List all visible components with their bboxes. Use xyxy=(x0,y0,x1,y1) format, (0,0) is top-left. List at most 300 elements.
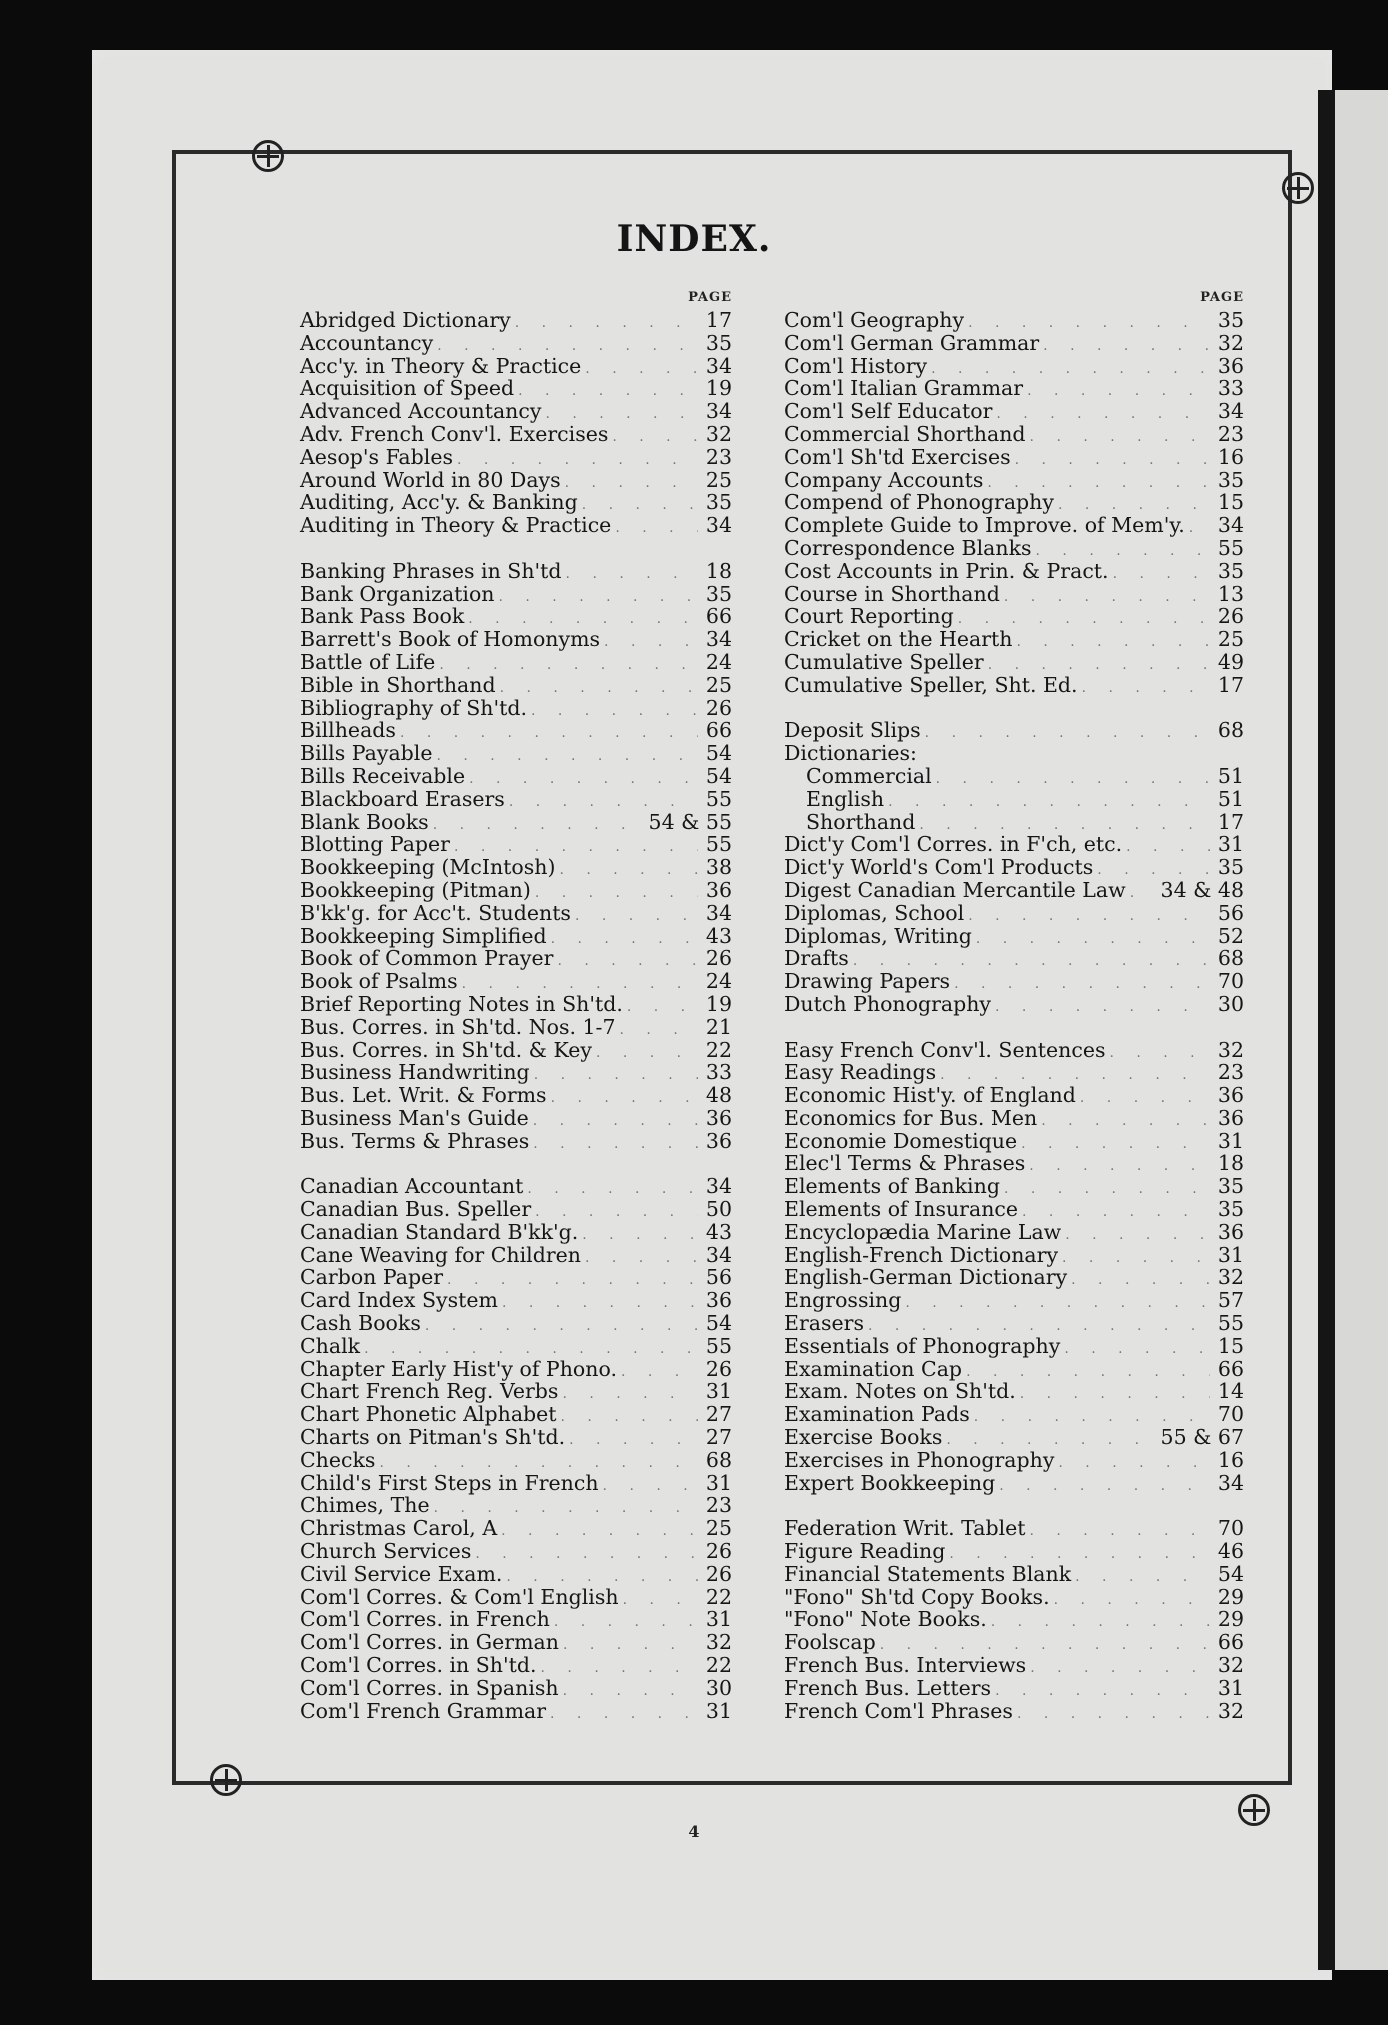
entry-page-number: 66 xyxy=(705,604,732,629)
entry-title: Financial Statements Blank xyxy=(784,1561,1072,1586)
index-entry xyxy=(784,422,1244,445)
entry-page-number: 36 xyxy=(1217,1083,1244,1108)
dot-leader xyxy=(1021,1136,1210,1152)
index-entry xyxy=(784,832,1244,855)
entry-page-number: 35 xyxy=(705,581,732,606)
dot-leader xyxy=(585,1250,698,1266)
dot-leader xyxy=(1097,862,1210,878)
entry-page-number: 29 xyxy=(1217,1607,1244,1632)
dot-leader xyxy=(518,383,698,399)
entry-page-number: 36 xyxy=(705,1128,732,1153)
dot-leader xyxy=(545,406,698,422)
entry-title: Economie Domestique xyxy=(784,1128,1018,1153)
index-entry xyxy=(300,1197,732,1220)
dot-leader xyxy=(949,1546,1210,1562)
index-entry xyxy=(300,741,732,764)
index-entry xyxy=(784,513,1244,536)
index-entry xyxy=(784,1106,1244,1129)
index-entry xyxy=(784,1653,1244,1676)
entry-title: Child's First Steps in French xyxy=(300,1470,599,1495)
dot-leader xyxy=(1043,338,1210,354)
index-entry xyxy=(300,1060,732,1083)
entry-title: Commercial xyxy=(806,763,932,788)
index-entry xyxy=(784,468,1244,491)
dot-leader xyxy=(462,976,698,992)
index-entry xyxy=(300,810,732,833)
entry-title: Expert Bookkeeping xyxy=(784,1470,996,1495)
dot-leader xyxy=(582,1227,698,1243)
index-entry xyxy=(784,1357,1244,1380)
entry-title: Canadian Accountant xyxy=(300,1174,524,1199)
entry-title: Encyclopædia Marine Law xyxy=(784,1219,1062,1244)
section-gap xyxy=(784,1493,1244,1516)
index-entry xyxy=(784,787,1244,810)
entry-title: Essentials of Phonography xyxy=(784,1333,1061,1358)
index-entry xyxy=(784,1425,1244,1448)
dot-leader xyxy=(585,361,698,377)
index-entry xyxy=(784,1334,1244,1357)
index-list xyxy=(784,308,1244,1721)
dot-leader xyxy=(919,817,1210,833)
entry-title: Com'l Self Educator xyxy=(784,399,993,424)
entry-page-number: 46 xyxy=(1217,1539,1244,1564)
entry-page-number: 31 xyxy=(705,1607,732,1632)
page-number: 4 xyxy=(688,1822,700,1841)
entry-page-number: 26 xyxy=(705,1561,732,1586)
entry-page-number: 70 xyxy=(1217,1402,1244,1427)
entry-title: Bookkeeping (Pitman) xyxy=(300,877,531,902)
entry-page-number: 49 xyxy=(1217,649,1244,674)
entry-page-number: 54 xyxy=(705,741,732,766)
entry-page-number: 22 xyxy=(705,1584,732,1609)
entry-page-number: 36 xyxy=(705,1288,732,1313)
dot-leader xyxy=(527,1181,698,1197)
entry-title: Com'l French Grammar xyxy=(300,1698,547,1723)
entry-title: English-German Dictionary xyxy=(784,1265,1068,1290)
dot-leader xyxy=(500,680,698,696)
entry-page-number: 54 xyxy=(705,763,732,788)
entry-page-number: 55 xyxy=(705,786,732,811)
index-entry xyxy=(784,1060,1244,1083)
entry-page-number: 34 xyxy=(705,627,732,652)
entry-page-number: 17 xyxy=(1217,672,1244,697)
dot-leader xyxy=(1075,1569,1210,1585)
entry-title: Deposit Slips xyxy=(784,718,921,743)
entry-page-number: 68 xyxy=(1217,718,1244,743)
dot-leader xyxy=(535,885,698,901)
dot-leader xyxy=(615,520,698,536)
dot-leader xyxy=(1109,1045,1210,1061)
entry-title: Chapter Early Hist'y of Phono. xyxy=(300,1356,617,1381)
index-entry xyxy=(300,604,732,627)
dot-leader xyxy=(627,999,698,1015)
index-entry xyxy=(784,1083,1244,1106)
registration-mark-icon xyxy=(210,1764,242,1796)
index-entry xyxy=(784,559,1244,582)
entry-page-number: 19 xyxy=(705,376,732,401)
dot-leader xyxy=(925,725,1210,741)
entry-page-number: 34 xyxy=(705,900,732,925)
entry-title: Civil Service Exam. xyxy=(300,1561,503,1586)
section-gap xyxy=(300,536,732,559)
index-entry xyxy=(300,718,732,741)
dot-leader xyxy=(534,1067,698,1083)
dot-leader xyxy=(533,1113,698,1129)
entry-title: Chalk xyxy=(300,1333,361,1358)
entry-page-number: 31 xyxy=(1217,1242,1244,1267)
dot-leader xyxy=(946,1432,1156,1448)
dot-leader xyxy=(563,1683,698,1699)
dot-leader xyxy=(454,839,698,855)
entry-page-number: 54 & 55 xyxy=(648,809,732,834)
index-entry xyxy=(784,1516,1244,1539)
entry-page-number: 24 xyxy=(705,969,732,994)
index-entry xyxy=(300,1334,732,1357)
dot-leader xyxy=(582,497,698,513)
dot-leader xyxy=(999,1478,1210,1494)
entry-title: Com'l Geography xyxy=(784,308,965,332)
entry-title: Charts on Pitman's Sh'td. xyxy=(300,1425,566,1450)
index-entry xyxy=(784,331,1244,354)
dot-leader xyxy=(566,566,698,582)
entry-page-number: 30 xyxy=(705,1675,732,1700)
entry-page-number: 32 xyxy=(1217,1037,1244,1062)
index-entry xyxy=(784,718,1244,741)
dot-leader xyxy=(515,315,698,331)
entry-page-number: 51 xyxy=(1217,763,1244,788)
dot-leader xyxy=(400,725,698,741)
entry-title: English-French Dictionary xyxy=(784,1242,1059,1267)
index-entry xyxy=(300,1699,732,1722)
dot-leader xyxy=(1113,566,1210,582)
dot-leader xyxy=(1130,885,1157,901)
index-entry xyxy=(784,1676,1244,1699)
entry-title: English xyxy=(806,786,885,811)
section-gap xyxy=(784,696,1244,719)
entry-title: Accountancy xyxy=(300,330,434,355)
index-entry xyxy=(784,1539,1244,1562)
entry-title: French Bus. Interviews xyxy=(784,1653,1027,1678)
index-entry xyxy=(300,445,732,468)
dot-leader xyxy=(612,429,698,445)
dot-leader xyxy=(968,315,1210,331)
index-entry xyxy=(784,1471,1244,1494)
index-entry xyxy=(300,308,732,331)
index-entry xyxy=(784,582,1244,605)
entry-page-number: 36 xyxy=(1217,353,1244,378)
entry-title: Economics for Bus. Men xyxy=(784,1105,1038,1130)
entry-title: Canadian Bus. Speller xyxy=(300,1197,532,1222)
entry-title: Acc'y. in Theory & Practice xyxy=(300,353,582,378)
entry-page-number: 55 xyxy=(705,1333,732,1358)
index-entry xyxy=(784,1630,1244,1653)
dot-leader xyxy=(995,999,1210,1015)
entry-page-number: 33 xyxy=(1217,376,1244,401)
dot-leader xyxy=(1071,1272,1210,1288)
entry-page-number: 22 xyxy=(705,1037,732,1062)
entry-page-number: 35 xyxy=(1217,855,1244,880)
entry-title: Carbon Paper xyxy=(300,1265,444,1290)
entry-title: Elements of Insurance xyxy=(784,1197,1019,1222)
index-entry xyxy=(300,969,732,992)
index-entry xyxy=(300,1106,732,1129)
index-entry xyxy=(784,1562,1244,1585)
entry-title: Card Index System xyxy=(300,1288,498,1313)
entry-title: Bus. Corres. in Sh'td. Nos. 1-7 xyxy=(300,1014,616,1039)
entry-page-number: 24 xyxy=(705,649,732,674)
entry-page-number: 26 xyxy=(705,695,732,720)
index-entry xyxy=(784,1243,1244,1266)
index-entry xyxy=(300,1265,732,1288)
dot-leader xyxy=(1020,1386,1210,1402)
dot-leader xyxy=(976,931,1210,947)
entry-title: Auditing in Theory & Practice xyxy=(300,513,612,538)
entry-page-number: 32 xyxy=(1217,1698,1244,1723)
index-entry xyxy=(300,1402,732,1425)
index-entry xyxy=(300,513,732,536)
index-entry xyxy=(300,924,732,947)
page-column-header: PAGE xyxy=(1200,290,1244,305)
dot-leader xyxy=(888,794,1210,810)
entry-page-number: 56 xyxy=(705,1265,732,1290)
dot-leader xyxy=(1030,1660,1210,1676)
index-entry xyxy=(784,1129,1244,1152)
index-entry xyxy=(784,946,1244,969)
index-entry xyxy=(300,1174,732,1197)
dot-leader xyxy=(940,1067,1210,1083)
entry-title: Com'l Corres. & Com'l English xyxy=(300,1584,619,1609)
index-entry xyxy=(300,1129,732,1152)
entry-title: "Fono" Note Books. xyxy=(784,1607,987,1632)
entry-title: Bank Pass Book xyxy=(300,604,465,629)
index-entry xyxy=(300,1379,732,1402)
index-entry xyxy=(300,1676,732,1699)
dot-leader xyxy=(596,1045,698,1061)
entry-title: Auditing, Acc'y. & Banking xyxy=(300,490,578,515)
registration-mark-icon xyxy=(252,140,284,172)
index-entry xyxy=(300,650,732,673)
entry-title: Engrossing xyxy=(784,1288,902,1313)
dot-leader xyxy=(561,1409,698,1425)
index-entry xyxy=(300,1516,732,1539)
entry-page-number: 29 xyxy=(1217,1584,1244,1609)
dot-leader xyxy=(1041,1113,1210,1129)
dot-leader xyxy=(868,1318,1210,1334)
dot-leader xyxy=(557,953,698,969)
entry-title: French Com'l Phrases xyxy=(784,1698,1013,1723)
entry-page-number: 32 xyxy=(1217,1265,1244,1290)
entry-title: Bus. Let. Writ. & Forms xyxy=(300,1083,547,1108)
page-title: INDEX. xyxy=(616,218,772,260)
entry-page-number: 34 xyxy=(705,513,732,538)
entry-title: Checks xyxy=(300,1447,376,1472)
entry-page-number: 35 xyxy=(1217,558,1244,583)
entry-title: Cane Weaving for Children xyxy=(300,1242,581,1267)
index-entry xyxy=(784,399,1244,422)
entry-page-number: 35 xyxy=(1217,308,1244,332)
index-entry xyxy=(300,1653,732,1676)
entry-page-number: 55 xyxy=(1217,535,1244,560)
entry-title: Bookkeeping (McIntosh) xyxy=(300,855,556,880)
index-entry xyxy=(784,810,1244,833)
entry-page-number: 31 xyxy=(1217,1675,1244,1700)
dot-leader xyxy=(501,1523,698,1539)
entry-title: Com'l History xyxy=(784,353,928,378)
dot-leader xyxy=(1015,452,1210,468)
entry-title: Complete Guide to Improve. of Mem'y. xyxy=(784,513,1185,538)
dot-leader xyxy=(603,1478,698,1494)
entry-page-number: 48 xyxy=(705,1083,732,1108)
index-entry xyxy=(784,878,1244,901)
dot-leader xyxy=(1058,497,1210,513)
dot-leader xyxy=(563,1637,698,1653)
entry-page-number: 30 xyxy=(1217,991,1244,1016)
index-entry xyxy=(300,1471,732,1494)
entry-page-number: 22 xyxy=(705,1653,732,1678)
facing-page-edge xyxy=(1335,90,1388,1970)
entry-page-number: 25 xyxy=(705,467,732,492)
dot-leader xyxy=(988,657,1210,673)
entry-page-number: 31 xyxy=(705,1698,732,1723)
entry-page-number: 54 xyxy=(705,1311,732,1336)
index-entry xyxy=(300,673,732,696)
section-gap xyxy=(784,1015,1244,1038)
entry-title: Easy Readings xyxy=(784,1060,937,1085)
index-entry xyxy=(300,1038,732,1061)
entry-page-number: 32 xyxy=(705,421,732,446)
entry-page-number: 66 xyxy=(705,718,732,743)
dot-leader xyxy=(1189,520,1210,536)
dot-leader xyxy=(379,1455,698,1471)
entry-title: Figure Reading xyxy=(784,1539,946,1564)
entry-title: Cumulative Speller xyxy=(784,649,984,674)
dot-leader xyxy=(447,1272,698,1288)
index-entry xyxy=(300,1448,732,1471)
entry-title: Dutch Phonography xyxy=(784,991,992,1016)
entry-page-number: 36 xyxy=(705,877,732,902)
entry-page-number: 68 xyxy=(1217,946,1244,971)
dot-leader xyxy=(364,1341,698,1357)
entry-page-number: 38 xyxy=(705,855,732,880)
index-entry xyxy=(300,582,732,605)
dot-leader xyxy=(554,1614,698,1630)
entry-page-number: 17 xyxy=(1217,809,1244,834)
entry-title: Aesop's Fables xyxy=(300,444,453,469)
index-entry xyxy=(300,1288,732,1311)
entry-page-number: 54 xyxy=(1217,1561,1244,1586)
index-entry xyxy=(784,741,1244,764)
index-entry xyxy=(784,992,1244,1015)
entry-page-number: 21 xyxy=(705,1014,732,1039)
entry-page-number: 13 xyxy=(1217,581,1244,606)
entry-title: Bibliography of Sh'td. xyxy=(300,695,527,720)
entry-title: Chart Phonetic Alphabet xyxy=(300,1402,557,1427)
dot-leader xyxy=(425,1318,698,1334)
index-entry xyxy=(300,946,732,969)
index-entry xyxy=(300,1243,732,1266)
entry-page-number: 18 xyxy=(1217,1151,1244,1176)
dot-leader xyxy=(620,1022,698,1038)
entry-title: Bank Organization xyxy=(300,581,495,606)
entry-page-number: 27 xyxy=(705,1402,732,1427)
entry-title: Barrett's Book of Homonyms xyxy=(300,627,601,652)
entry-title: Billheads xyxy=(300,718,396,743)
entry-title: Elec'l Terms & Phrases xyxy=(784,1151,1026,1176)
dot-leader xyxy=(468,611,698,627)
entry-title: Com'l Italian Grammar xyxy=(784,376,1024,401)
entry-title: Canadian Standard B'kk'g. xyxy=(300,1219,579,1244)
dot-leader xyxy=(506,1569,698,1585)
entry-page-number: 35 xyxy=(1217,467,1244,492)
index-entry xyxy=(784,445,1244,468)
index-entry xyxy=(300,468,732,491)
dot-leader xyxy=(1036,543,1210,559)
entry-page-number: 43 xyxy=(705,1219,732,1244)
entry-title: Erasers xyxy=(784,1311,864,1336)
index-entry xyxy=(784,308,1244,331)
entry-title: Christmas Carol, A xyxy=(300,1516,498,1541)
dot-leader xyxy=(1030,429,1210,445)
dot-leader xyxy=(996,406,1210,422)
entry-title: Bills Payable xyxy=(300,741,433,766)
entry-page-number: 23 xyxy=(705,444,732,469)
dot-leader xyxy=(1126,839,1210,855)
index-entry xyxy=(300,490,732,513)
index-entry xyxy=(784,1402,1244,1425)
dot-leader xyxy=(551,1090,698,1106)
entry-title: Com'l Corres. in Sh'td. xyxy=(300,1653,537,1678)
index-entry xyxy=(300,764,732,787)
dot-leader xyxy=(437,338,698,354)
index-entry xyxy=(784,536,1244,559)
entry-page-number: 52 xyxy=(1217,923,1244,948)
entry-title: Cumulative Speller, Sht. Ed. xyxy=(784,672,1078,697)
index-entry xyxy=(784,1379,1244,1402)
dot-leader xyxy=(1082,680,1210,696)
dot-leader xyxy=(565,475,698,491)
dot-leader xyxy=(457,452,698,468)
entry-title: Economic Hist'y. of England xyxy=(784,1083,1076,1108)
entry-page-number: 33 xyxy=(705,1060,732,1085)
entry-title: Church Services xyxy=(300,1539,472,1564)
entry-title: Exam. Notes on Sh'td. xyxy=(784,1379,1016,1404)
entry-page-number: 55 xyxy=(705,832,732,857)
registration-mark-icon xyxy=(1282,172,1314,204)
entry-page-number: 43 xyxy=(705,923,732,948)
index-entry xyxy=(784,1038,1244,1061)
entry-page-number: 35 xyxy=(705,490,732,515)
entry-title: Com'l German Grammar xyxy=(784,330,1040,355)
dot-leader xyxy=(469,771,698,787)
entry-title: Blackboard Erasers xyxy=(300,786,505,811)
dot-leader xyxy=(1022,1204,1210,1220)
entry-page-number: 16 xyxy=(1217,444,1244,469)
entry-title: Elements of Banking xyxy=(784,1174,1000,1199)
index-entry xyxy=(300,1357,732,1380)
entry-title: Chimes, The xyxy=(300,1493,430,1518)
entry-page-number: 35 xyxy=(1217,1174,1244,1199)
entry-title: Company Accounts xyxy=(784,467,984,492)
entry-title: Shorthand xyxy=(806,809,916,834)
index-entry xyxy=(300,559,732,582)
entry-title: Abridged Dictionary xyxy=(300,308,511,332)
entry-title: Dict'y World's Com'l Products xyxy=(784,855,1094,880)
dot-leader xyxy=(434,1500,698,1516)
entry-page-number: 55 xyxy=(1217,1311,1244,1336)
dot-leader xyxy=(954,976,1210,992)
dot-leader xyxy=(1016,634,1210,650)
entry-page-number: 15 xyxy=(1217,1333,1244,1358)
